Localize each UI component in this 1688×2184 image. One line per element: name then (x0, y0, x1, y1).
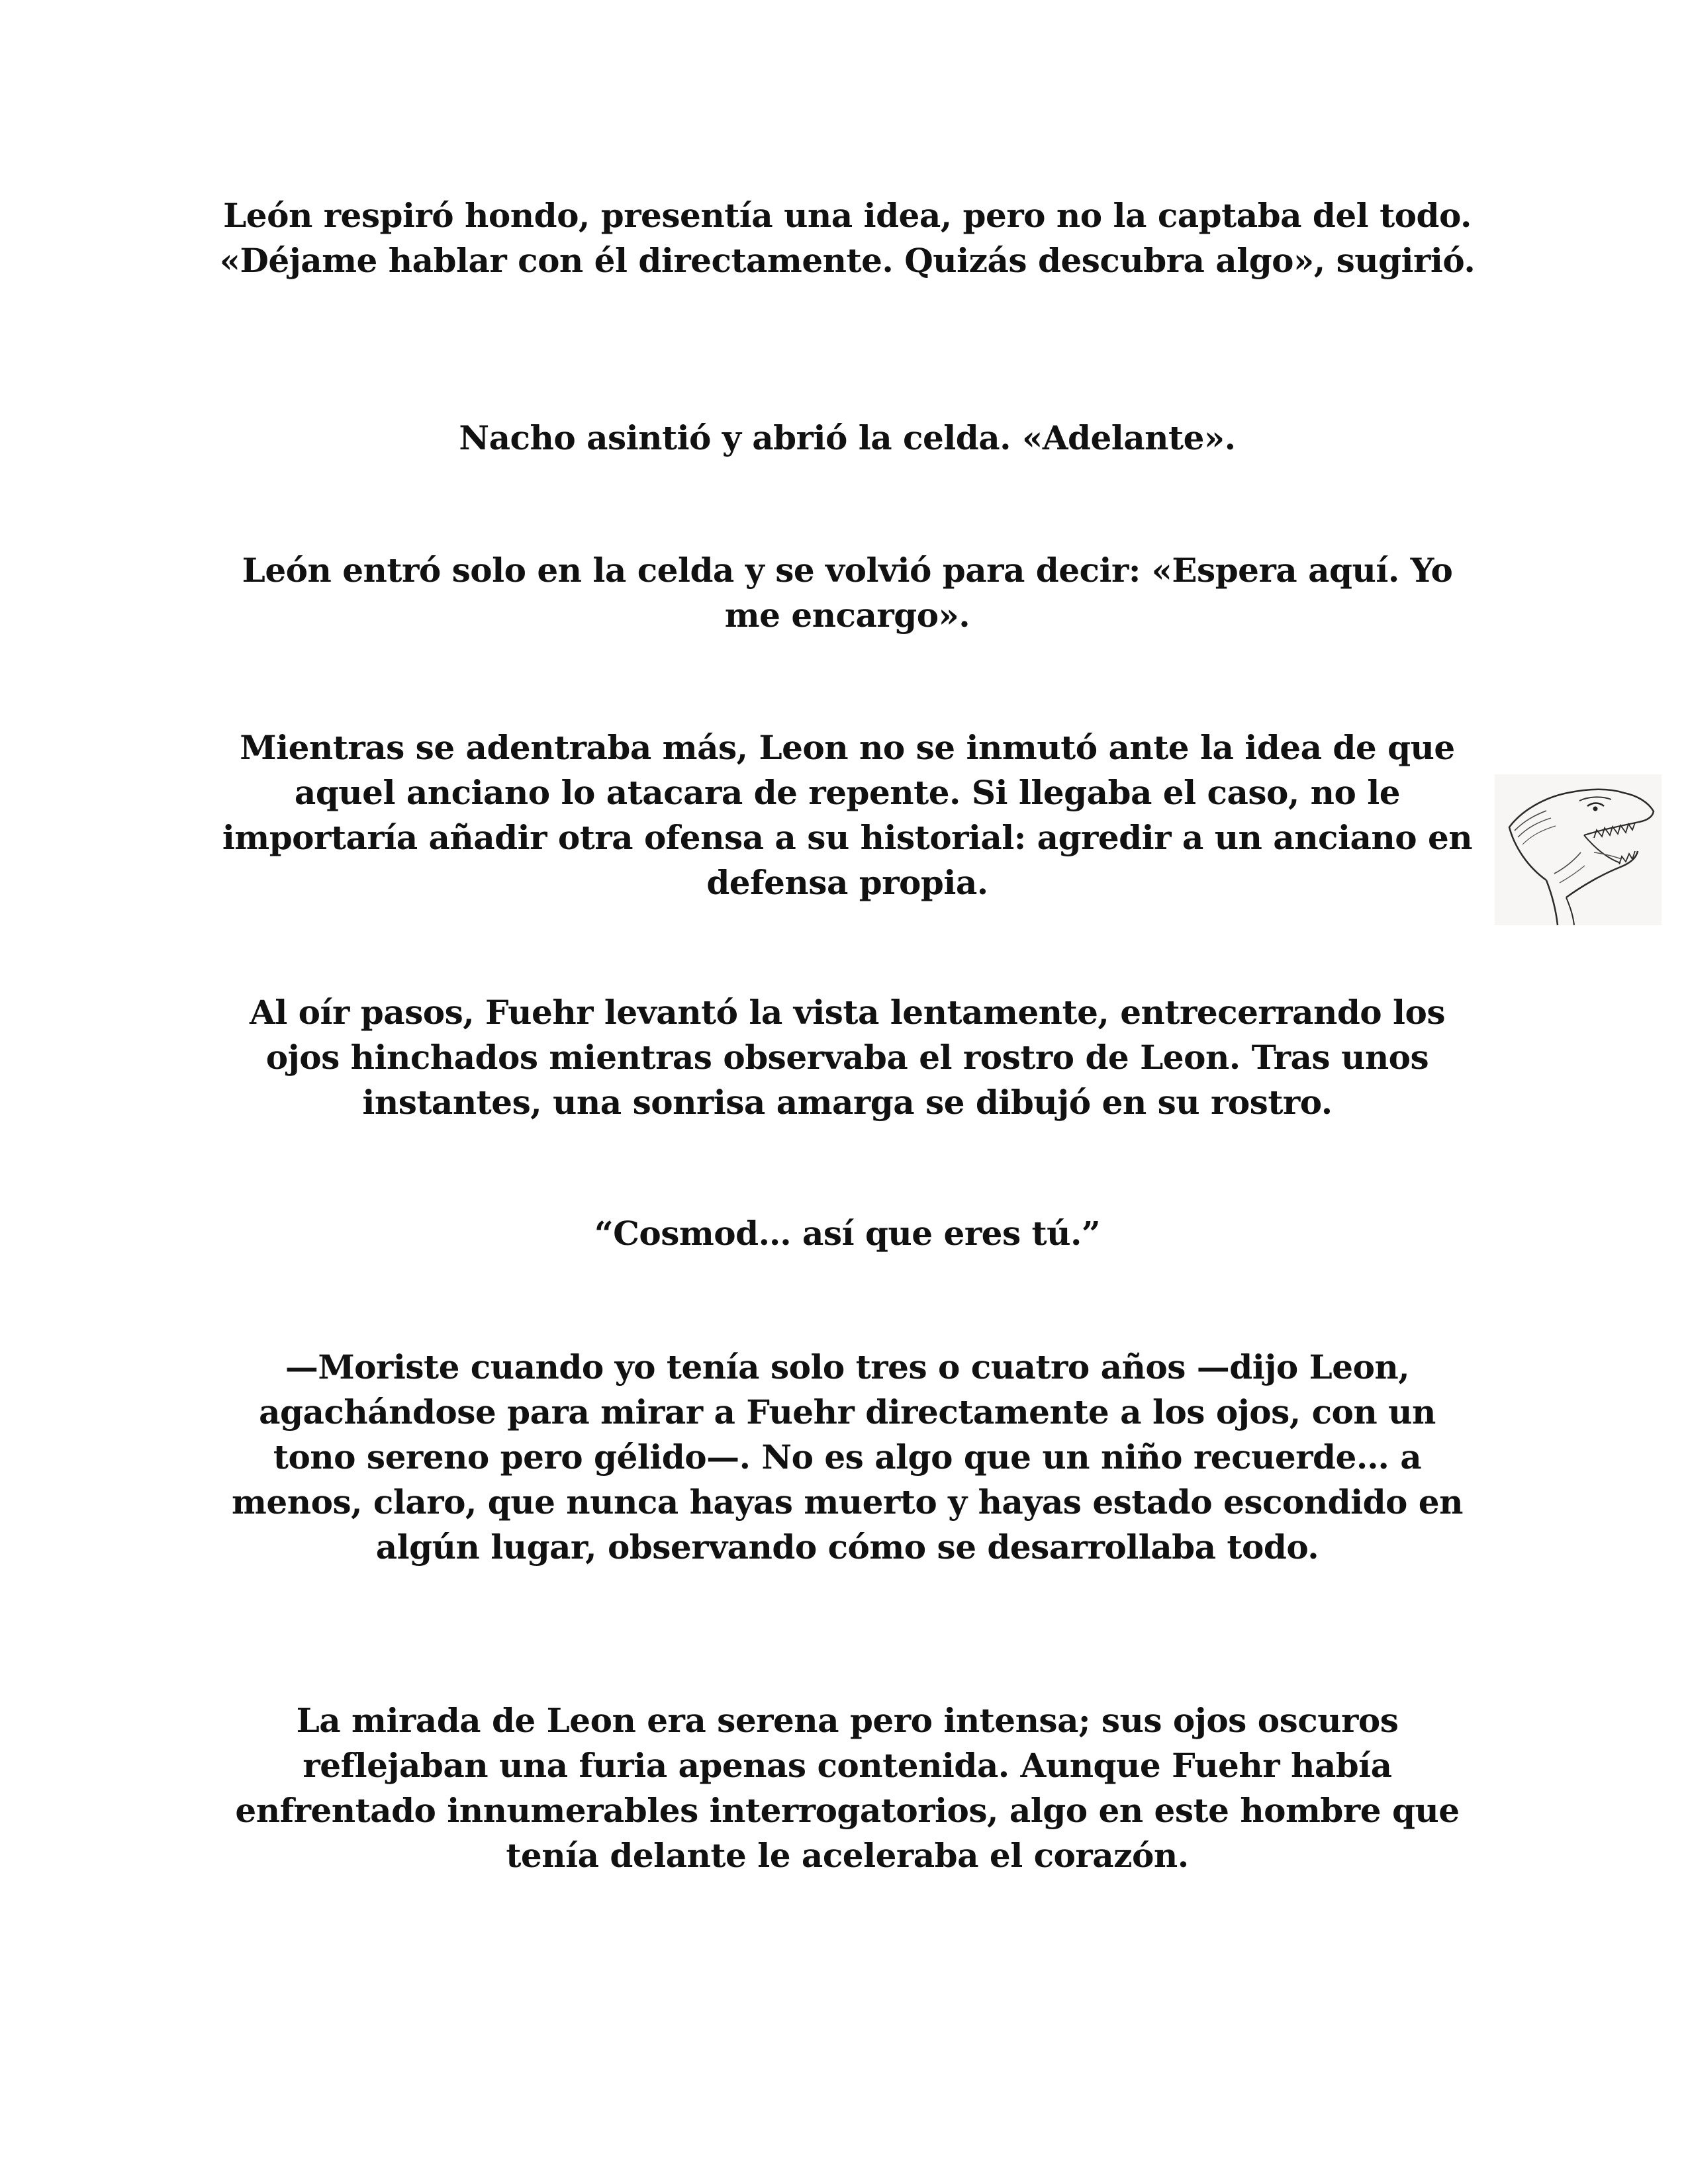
paragraph-4: Mientras se adentraba más, Leon no se inmutó ante la idea de que aquel anciano lo atacara de repente. Si llegaba el caso, no le importaría añadir otra ofensa a su historial: agredir a un anciano en defensa propia. (222, 728, 1473, 902)
paragraph-6: “Cosmod… así que eres tú.” (594, 1214, 1101, 1253)
paragraph-2: Nacho asintió y abrió la celda. «Adelante». (459, 418, 1236, 457)
paragraph-8: La mirada de Leon era serena pero intensa; sus ojos oscuros reflejaban una furia apenas contenida. Aunque Fuehr había enfrentado innumerables interrogatorios, algo en este hombre que tenía delante le aceleraba el corazón. (235, 1701, 1460, 1875)
paragraph-5: Al oír pasos, Fuehr levantó la vista lentamente, entrecerrando los ojos hinchados mientras observaba el rostro de Leon. Tras unos instantes, una sonrisa amarga se dibujó en su rostro. (249, 993, 1446, 1122)
paragraph-1: León respiró hondo, presentía una idea, pero no la captaba del todo. «Déjame hablar con él directamente. Quizás descubra algo», sugirió. (219, 196, 1476, 280)
paragraph-7: —Moriste cuando yo tenía solo tres o cuatro años —dijo Leon, agachándose para mirar a Fuehr directamente a los ojos, con un tono sereno pero gélido—. No es algo que un niño recuerde… a menos, claro, que nunca hayas muerto y hayas estado escondido en algún lugar, observando cómo se desarrollaba todo. (232, 1347, 1463, 1567)
dinosaur-head-sketch-icon (1495, 774, 1662, 925)
paragraph-3: León entró solo en la celda y se volvió para decir: «Espera aquí. Yo me encargo». (242, 551, 1453, 635)
